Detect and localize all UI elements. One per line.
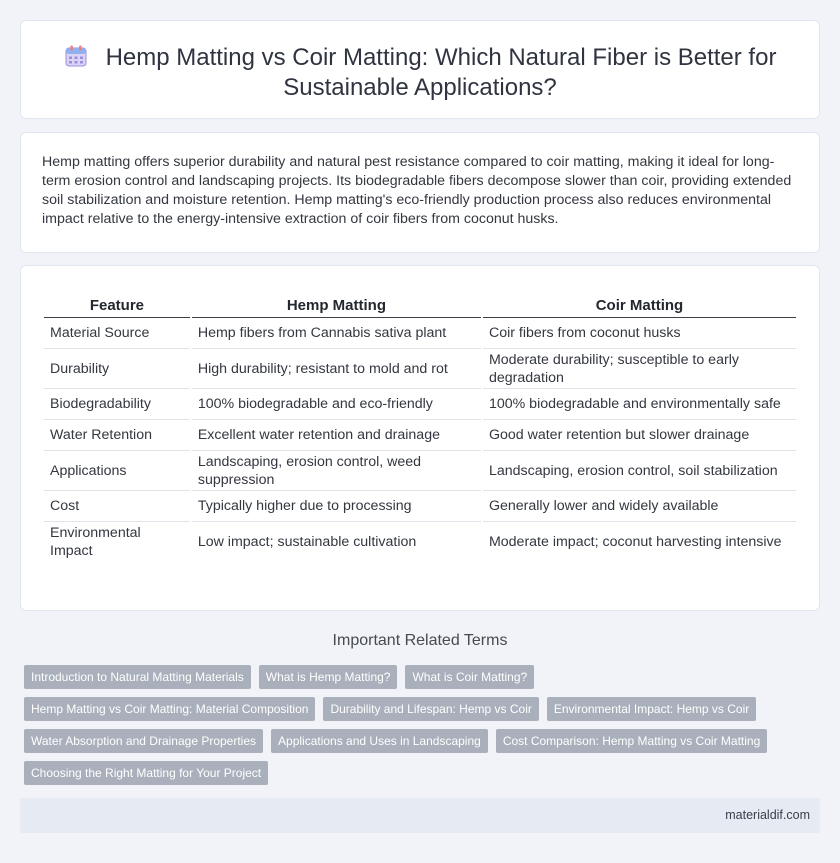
intro-paragraph: Hemp matting offers superior durability and natural pest resistance compared to coir matting, making it ideal for long-term erosion control and landscaping projects. Its biodegradable fibers decompose slower than coir, providing extended soil stabilization and moisture retention. Hemp matting's eco-friendly production process also reduces environmental impact relative to the energy-intensive extraction of coir fibers from coconut husks. [42,154,792,227]
related-tag[interactable]: Hemp Matting vs Coir Matting: Material Composition [24,697,315,721]
coir-cell: 100% biodegradable and environmentally safe [483,389,796,420]
coir-cell: Generally lower and widely available [483,491,796,522]
related-terms-heading: Important Related Terms [332,632,508,649]
feature-cell: Cost [44,491,190,522]
table-header-row [44,294,796,318]
hemp-cell: High durability; resistant to mold and rot [192,349,481,389]
intro-card [20,132,820,253]
related-tag[interactable]: Environmental Impact: Hemp vs Coir [547,697,756,721]
hemp-cell: Hemp fibers from Cannabis sativa plant [192,318,481,349]
table-row [44,349,796,389]
hemp-cell: Excellent water retention and drainage [192,420,481,451]
feature-cell: Material Source [44,318,190,349]
feature-cell: Water Retention [44,420,190,451]
related-tag[interactable]: Applications and Uses in Landscaping [271,729,488,753]
coir-cell: Coir fibers from coconut husks [483,318,796,349]
comparison-table [42,294,798,562]
tag-row [24,697,764,721]
coir-cell: Landscaping, erosion control, soil stabilization [483,451,796,491]
page-title-wrap [61,43,779,103]
coir-cell: Good water retention but slower drainage [483,420,796,451]
related-tag[interactable]: Cost Comparison: Hemp Matting vs Coir Matting [496,729,767,753]
feature-cell: Biodegradability [44,389,190,420]
table-row [44,318,796,349]
comparison-card [20,265,820,611]
header-coir: Coir Matting [483,294,796,318]
table-row [44,522,796,562]
title-card [20,20,820,119]
related-tag[interactable]: What is Hemp Matting? [259,665,398,689]
feature-cell: Environmental Impact [50,525,141,559]
related-tag[interactable]: Durability and Lifespan: Hemp vs Coir [323,697,538,721]
related-tag[interactable]: Introduction to Natural Matting Materials [24,665,251,689]
hemp-cell: Low impact; sustainable cultivation [197,534,417,550]
table-row [44,389,796,420]
hemp-cell: Landscaping, erosion control, weed suppression [192,451,481,491]
header-feature: Feature [44,294,190,318]
table-row [44,420,796,451]
hemp-cell: 100% biodegradable and eco-friendly [192,389,481,420]
calendar-icon [64,44,88,68]
feature-cell: Applications [44,451,190,491]
tag-row [24,729,775,753]
header-hemp: Hemp Matting [192,294,481,318]
related-tag[interactable]: Water Absorption and Drainage Properties [24,729,263,753]
tag-row [24,665,542,689]
footer-site-link[interactable]: materialdif.com [725,808,810,822]
coir-cell: Moderate impact; coconut harvesting intensive [488,534,782,550]
related-tag[interactable]: Choosing the Right Matting for Your Project [24,761,268,785]
page-title: Hemp Matting vs Coir Matting: Which Natural Fiber is Better for Sustainable Applications? [105,44,777,101]
table-row [44,451,796,491]
coir-cell: Moderate durability; susceptible to early degradation [483,349,796,389]
footer [20,798,820,833]
table-row [44,491,796,522]
related-tag[interactable]: What is Coir Matting? [405,665,534,689]
hemp-cell: Typically higher due to processing [192,491,481,522]
tag-row [24,761,276,785]
feature-cell: Durability [44,349,190,389]
